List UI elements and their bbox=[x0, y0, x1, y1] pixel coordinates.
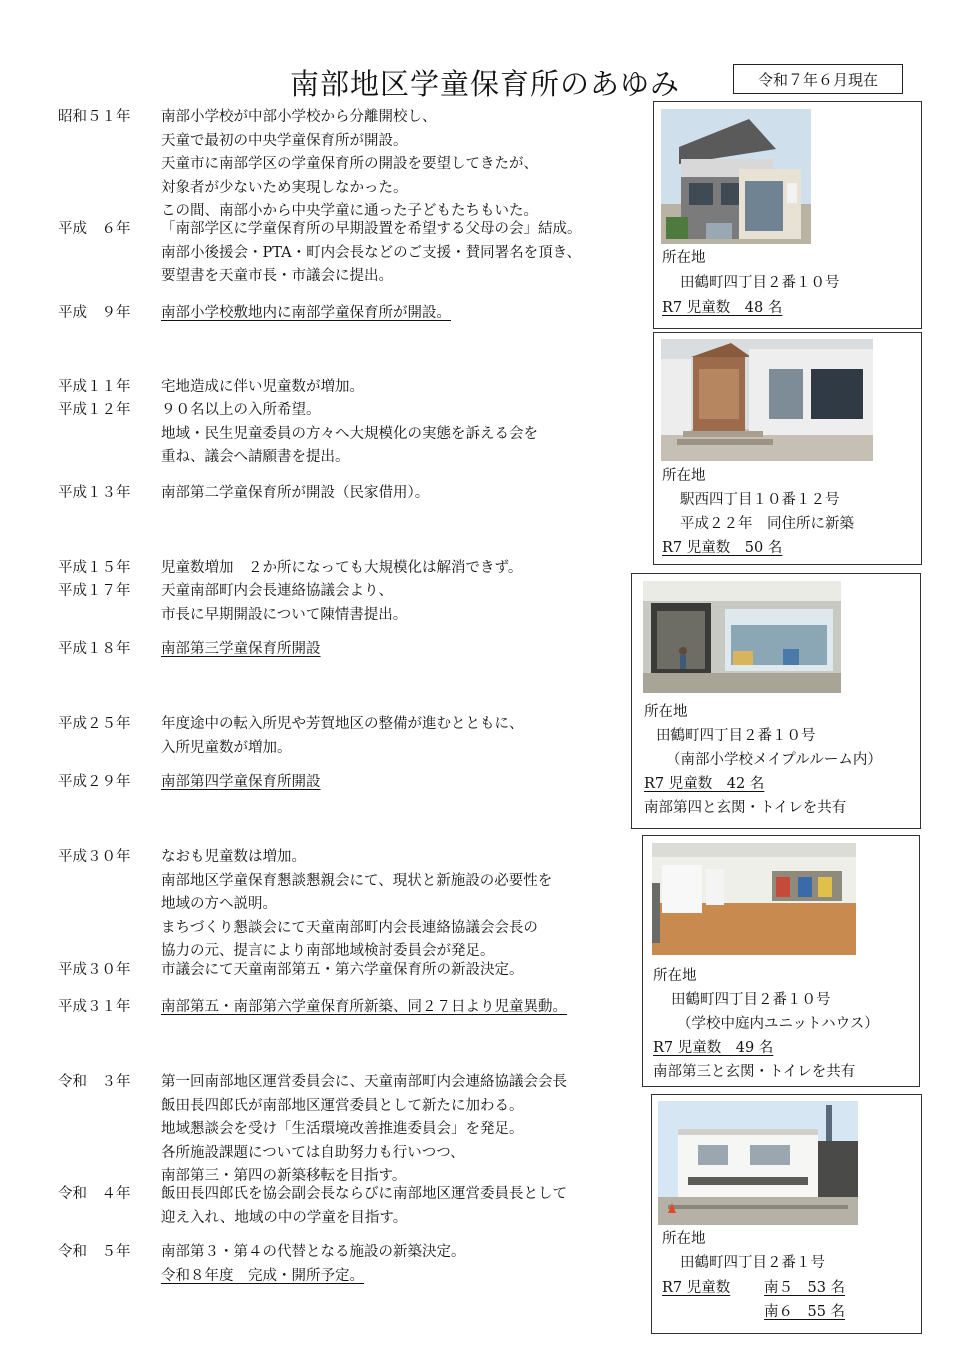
entry-line: 市議会にて天童南部第五・第六学童保育所の新設決定。 bbox=[161, 962, 524, 978]
address: 田鶴町四丁目２番１０号 bbox=[671, 992, 831, 1008]
entry-line: 市長に早期開設について陳情書提出。 bbox=[161, 606, 408, 623]
era-label: 平成３０年 bbox=[58, 849, 131, 865]
child-count: R7 児童数 50 名 bbox=[662, 540, 783, 556]
entry-line: 地域懇談会を受け「生活環境改善推進委員会」を発足。 bbox=[161, 1121, 524, 1137]
entry-line: 南部小後援会・PTA・町内会長などのご支援・賛同署名を頂き、 bbox=[161, 244, 582, 261]
address: 駅西四丁目１０番１２号 bbox=[680, 492, 840, 508]
era-label: 平成１７年 bbox=[58, 583, 131, 599]
era-label: 昭和５１年 bbox=[58, 109, 131, 125]
entry-line: 第一回南部地区運営委員会に、天童南部町内会連絡協議会会長 bbox=[161, 1074, 567, 1090]
era-label: 平成１２年 bbox=[58, 402, 131, 418]
facility-card-1 bbox=[653, 101, 922, 329]
building-photo bbox=[661, 109, 811, 244]
era-label: 平成３１年 bbox=[58, 999, 131, 1015]
entry-line: 南部第三学童保育所開設 bbox=[161, 641, 321, 657]
entry-line: まちづくり懇談会にて天童南部町内会長連絡協議会会長の bbox=[161, 919, 538, 936]
entry-line: 入所児童数が増加。 bbox=[161, 739, 292, 756]
era-label: 平成１３年 bbox=[58, 485, 131, 501]
entry-line: 南部第二学童保育所が開設（民家借用）。 bbox=[161, 485, 430, 501]
child-count-label: R7 児童数 bbox=[662, 1280, 731, 1296]
child-count: R7 児童数 48 名 bbox=[662, 300, 783, 316]
child-count-minami6: 南６ 55 名 bbox=[764, 1304, 846, 1320]
entry-line: 飯田長四郎氏が南部地区運営委員として新たに加わる。 bbox=[161, 1097, 524, 1114]
facility-card-4 bbox=[642, 835, 920, 1087]
entry-line: 要望書を天童市長・市議会に提出。 bbox=[161, 268, 393, 284]
entry-line: 各所施設課題については自助努力も行いつつ、 bbox=[161, 1144, 465, 1161]
entry-line: 南部第３・第４の代替となる施設の新築決定。 bbox=[161, 1244, 466, 1260]
location-label: 所在地 bbox=[662, 468, 706, 484]
era-label: 平成１８年 bbox=[58, 641, 131, 657]
facility-card-5 bbox=[651, 1094, 922, 1334]
building-photo bbox=[652, 843, 856, 955]
entry-line: 南部地区学童保育懇談懇親会にて、現状と新施設の必要性を bbox=[161, 872, 553, 889]
page-title: 南部地区学童保育所のあゆみ bbox=[290, 67, 681, 101]
building-photo bbox=[658, 1101, 858, 1225]
location-label: 所在地 bbox=[662, 250, 706, 266]
entry-line: 地域・民生児童委員の方々へ大規模化の実態を訴える会を bbox=[161, 425, 538, 442]
entry-line: 南部小学校が中部小学校から分離開校し、 bbox=[161, 109, 437, 125]
entry-line: 南部第三・第四の新築移転を目指す。 bbox=[161, 1168, 407, 1184]
entry-line: 南部小学校敷地内に南部学童保育所が開設。 bbox=[161, 305, 451, 321]
entry-line: 南部第五・南部第六学童保育所新築、同２７日より児童異動。 bbox=[161, 999, 567, 1015]
entry-line: 児童数増加 ２か所になっても大規模化は解消できず。 bbox=[161, 560, 523, 576]
date-label: 令和７年６月現在 bbox=[757, 70, 878, 89]
entry-line: 天童で最初の中央学童保育所が開設。 bbox=[161, 132, 408, 149]
entry-line: 協力の元、提言により南部地域検討委員会が発足。 bbox=[161, 943, 495, 959]
facility-card-2 bbox=[653, 332, 922, 565]
era-label: 平成３０年 bbox=[58, 962, 131, 978]
era-label: 平成 ６年 bbox=[58, 221, 131, 237]
entry-line: 「南部学区に学童保育所の早期設置を希望する父母の会」結成。 bbox=[161, 221, 582, 237]
entry-line: 迎え入れ、地域の中の学童を目指す。 bbox=[161, 1209, 408, 1226]
location-detail: （南部小学校メイプルルーム内） bbox=[666, 752, 882, 768]
era-label: 令和 ４年 bbox=[58, 1186, 131, 1202]
entry-line: 対象者が少ないため実現しなかった。 bbox=[161, 179, 408, 196]
entry-line: 飯田長四郎氏を協会副会長ならびに南部地区運営委員長として bbox=[161, 1186, 567, 1202]
location-label: 所在地 bbox=[644, 704, 688, 720]
entry-line: 令和８年度 完成・開所予定。 bbox=[161, 1267, 364, 1284]
era-label: 平成１５年 bbox=[58, 560, 131, 576]
era-label: 平成２９年 bbox=[58, 774, 131, 790]
date-box bbox=[733, 64, 903, 94]
building-photo bbox=[661, 339, 873, 461]
shared-facility-note: 南部第四と玄関・トイレを共有 bbox=[644, 800, 847, 816]
era-label: 令和 ３年 bbox=[58, 1074, 131, 1090]
building-photo bbox=[643, 581, 841, 693]
address: 田鶴町四丁目２番１０号 bbox=[680, 275, 840, 291]
address: 田鶴町四丁目２番１号 bbox=[680, 1255, 825, 1271]
child-count-minami5: 南５ 53 名 bbox=[764, 1280, 846, 1296]
entry-line: 年度途中の転入所児や芳賀地区の整備が進むとともに、 bbox=[161, 716, 524, 732]
entry-line: ９０名以上の入所希望。 bbox=[161, 402, 321, 418]
rebuild-note: 平成２２年 同住所に新築 bbox=[680, 516, 854, 532]
location-label: 所在地 bbox=[662, 1231, 706, 1247]
entry-line: この間、南部小から中央学童に通った子どもたちもいた。 bbox=[161, 203, 538, 219]
entry-line: 宅地造成に伴い児童数が増加。 bbox=[161, 379, 364, 395]
era-label: 平成２５年 bbox=[58, 716, 131, 732]
entry-line: 天童南部町内会長連絡協議会より、 bbox=[161, 583, 393, 599]
child-count: R7 児童数 49 名 bbox=[653, 1040, 774, 1056]
location-detail: （学校中庭内ユニットハウス） bbox=[677, 1016, 879, 1032]
shared-facility-note: 南部第三と玄関・トイレを共有 bbox=[653, 1064, 856, 1080]
era-label: 平成 ９年 bbox=[58, 305, 131, 321]
facility-card-3 bbox=[631, 573, 921, 829]
entry-line: 南部第四学童保育所開設 bbox=[161, 774, 321, 790]
location-label: 所在地 bbox=[653, 968, 697, 984]
entry-line: 天童市に南部学区の学童保育所の開設を要望してきたが、 bbox=[161, 156, 538, 172]
era-label: 平成１１年 bbox=[58, 379, 131, 395]
address: 田鶴町四丁目２番１０号 bbox=[656, 728, 816, 744]
entry-line: 地域の方へ説明。 bbox=[161, 896, 277, 912]
entry-line: なおも児童数は増加。 bbox=[161, 849, 306, 865]
entry-line: 重ね、議会へ請願書を提出。 bbox=[161, 449, 350, 465]
era-label: 令和 ５年 bbox=[58, 1244, 131, 1260]
child-count: R7 児童数 42 名 bbox=[644, 776, 765, 792]
